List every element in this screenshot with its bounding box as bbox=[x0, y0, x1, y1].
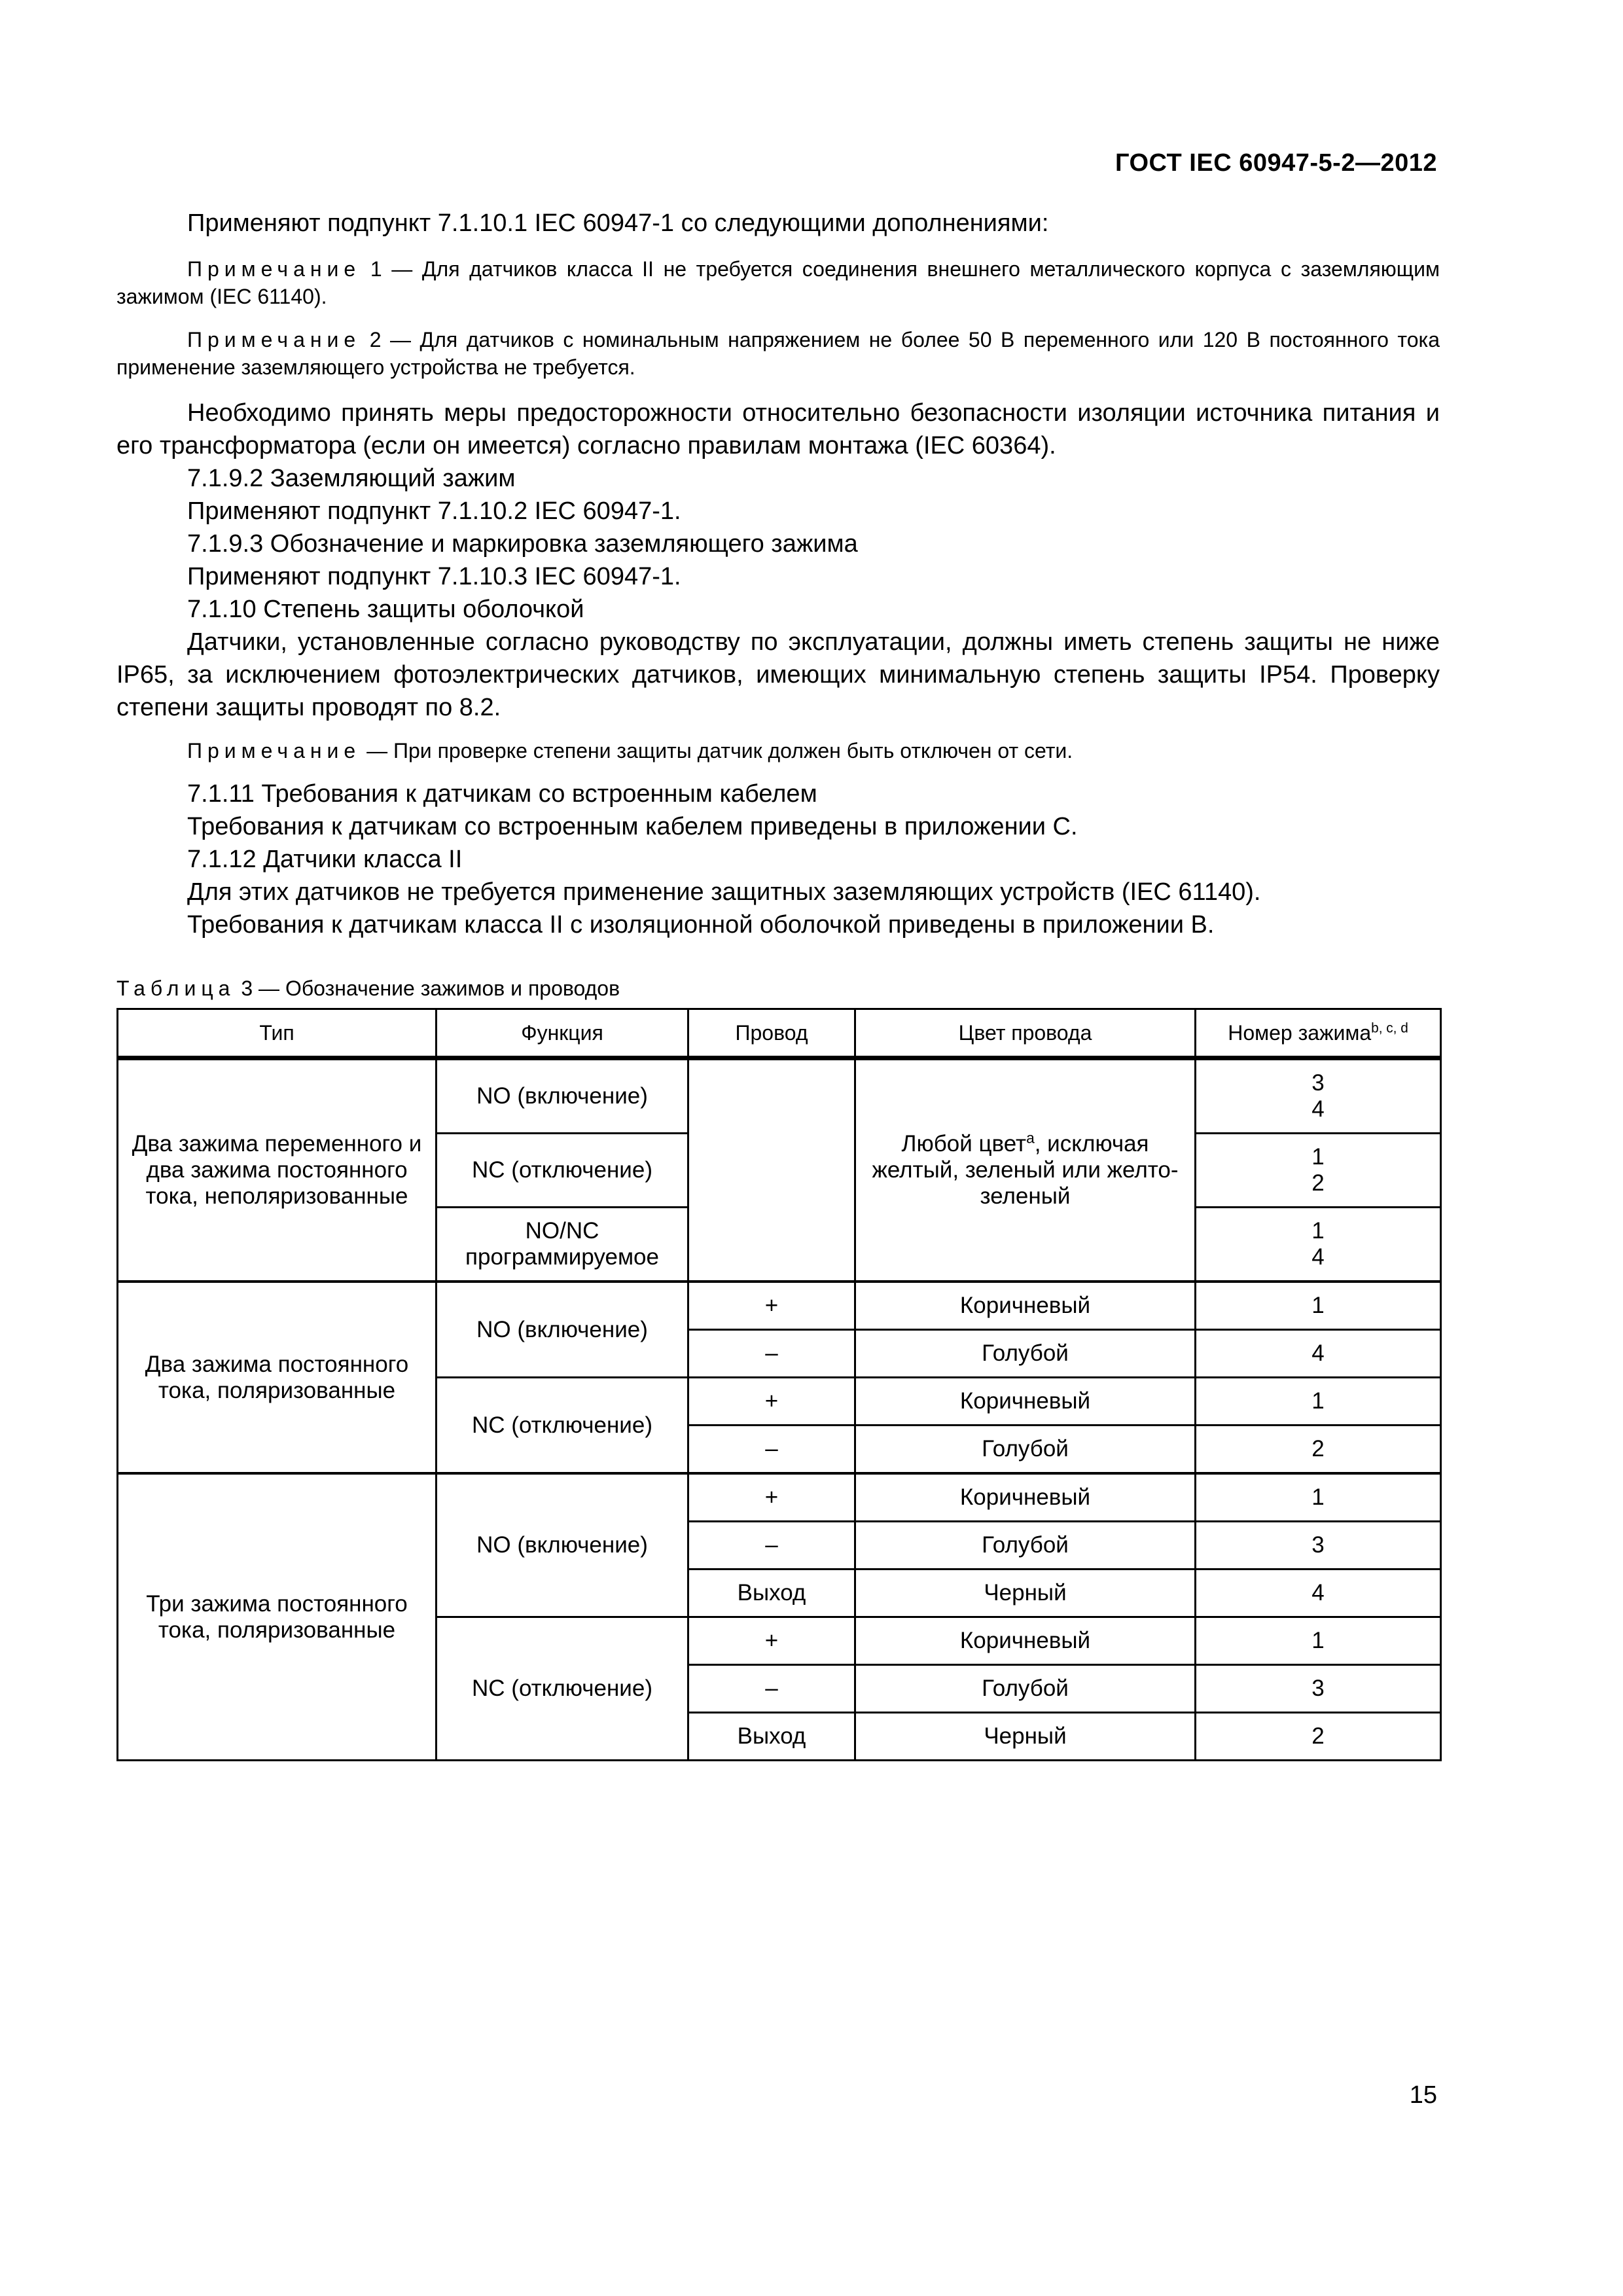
note-label: Примечание bbox=[187, 257, 361, 281]
column-header-wire-color: Цвет провода bbox=[855, 1009, 1196, 1058]
cell-wire: + bbox=[688, 1617, 855, 1665]
footnote-ref: a bbox=[1026, 1129, 1035, 1147]
section-heading: 7.1.9.3 Обозначение и маркировка заземляющего зажима bbox=[187, 530, 858, 558]
cell-terminal-number: 2 bbox=[1196, 1426, 1441, 1474]
column-header-type: Тип bbox=[118, 1009, 437, 1058]
cell-wire: Выход bbox=[688, 1570, 855, 1617]
cell-wire: – bbox=[688, 1426, 855, 1474]
section-heading: 7.1.10 Степень защиты оболочкой bbox=[187, 596, 584, 623]
note-label: Примечание bbox=[187, 739, 361, 762]
cell-wire: + bbox=[688, 1378, 855, 1426]
cell-function: NC (отключение) bbox=[437, 1617, 688, 1761]
cell-terminal-number: 1 bbox=[1196, 1473, 1441, 1522]
cell-function: NO (включение) bbox=[437, 1282, 688, 1378]
cell-terminal-number: 4 bbox=[1196, 1570, 1441, 1617]
cell-function: NO (включение) bbox=[437, 1058, 688, 1134]
note-text: — При проверке степени защиты датчик должен быть отключен от сети. bbox=[361, 739, 1073, 762]
table-header-row bbox=[118, 1009, 1441, 1058]
note-label: Примечание bbox=[187, 328, 361, 351]
cell-type: Два зажима переменного и два зажима постоянного тока, неполяризованные bbox=[118, 1058, 437, 1282]
cell-terminal-number: 1 bbox=[1196, 1282, 1441, 1330]
paragraph: Применяют подпункт 7.1.10.1 IEC 60947-1 со следующими дополнениями: bbox=[187, 209, 1049, 237]
table-caption-text: 3 — Обозначение зажимов и проводов bbox=[235, 977, 620, 1000]
cell-terminal-number: 1 2 bbox=[1196, 1134, 1441, 1208]
cell-wire-color: Голубой bbox=[855, 1522, 1196, 1570]
header-text: Номер зажима bbox=[1228, 1021, 1372, 1045]
paragraph: Требования к датчикам класса II с изоляционной оболочкой приведены в приложении В. bbox=[187, 911, 1215, 939]
cell-wire: + bbox=[688, 1473, 855, 1522]
cell-wire: – bbox=[688, 1665, 855, 1713]
cell-terminal-number: 2 bbox=[1196, 1713, 1441, 1761]
cell-wire-color: Голубой bbox=[855, 1665, 1196, 1713]
cell-wire-color: Коричневый bbox=[855, 1282, 1196, 1330]
table-row bbox=[118, 1058, 1441, 1134]
cell-wire: + bbox=[688, 1282, 855, 1330]
section-heading: 7.1.11 Требования к датчикам со встроенным кабелем bbox=[187, 780, 817, 808]
cell-wire-color: Коричневый bbox=[855, 1378, 1196, 1426]
cell-text: , исключая желтый, зеленый или желто-зеленый bbox=[872, 1131, 1179, 1209]
cell-wire-color: Голубой bbox=[855, 1426, 1196, 1474]
column-header-terminal-number bbox=[1196, 1009, 1441, 1058]
note-2 bbox=[116, 326, 1440, 381]
table-caption bbox=[116, 975, 1440, 1001]
cell-terminal-number: 3 4 bbox=[1196, 1058, 1441, 1134]
cell-type: Два зажима постоянного тока, поляризованные bbox=[118, 1282, 437, 1473]
cell-terminal-number: 3 bbox=[1196, 1522, 1441, 1570]
cell-function: NC (отключение) bbox=[437, 1378, 688, 1474]
section-heading: 7.1.9.2 Заземляющий зажим bbox=[187, 465, 516, 492]
cell-function: NO (включение) bbox=[437, 1473, 688, 1617]
cell-wire-color: Голубой bbox=[855, 1330, 1196, 1378]
note-text: 2 — Для датчиков с номинальным напряжением не более 50 В переменного или 120 В постоянного тока применение заземляющего устройства не требуется. bbox=[116, 328, 1440, 379]
page-number: 15 bbox=[1409, 2081, 1437, 2109]
document-code: ГОСТ IEC 60947-5-2—2012 bbox=[1115, 149, 1437, 177]
cell-wire-color: Черный bbox=[855, 1713, 1196, 1761]
cell-wire-color: Коричневый bbox=[855, 1473, 1196, 1522]
page-content bbox=[116, 207, 1440, 1761]
paragraph: Необходимо принять меры предосторожности относительно безопасности изоляции источника питания и его трансформатора (если он имеется) согласно правилам монтажа (IEC 60364). bbox=[116, 399, 1440, 459]
paragraph: Датчики, установленные согласно руководству по эксплуатации, должны иметь степень защиты не ниже IP65, за исключением фотоэлектрических датчиков, имеющих минимальную степень защиты IP54. Проверку степени защиты проводят по 8.2. bbox=[116, 628, 1440, 721]
cell-terminal-number: 4 bbox=[1196, 1330, 1441, 1378]
note-1 bbox=[116, 255, 1440, 310]
cell-function: NC (отключение) bbox=[437, 1134, 688, 1208]
footnote-ref: b, c, d bbox=[1371, 1020, 1408, 1036]
paragraph: Применяют подпункт 7.1.10.3 IEC 60947-1. bbox=[187, 563, 681, 590]
column-header-function: Функция bbox=[437, 1009, 688, 1058]
cell-terminal-number: 3 bbox=[1196, 1665, 1441, 1713]
table-row bbox=[118, 1473, 1441, 1522]
note-3 bbox=[116, 737, 1440, 764]
cell-type: Три зажима постоянного тока, поляризованные bbox=[118, 1473, 437, 1761]
cell-wire: Выход bbox=[688, 1713, 855, 1761]
cell-terminal-number: 1 4 bbox=[1196, 1208, 1441, 1282]
terminals-table bbox=[116, 1008, 1442, 1761]
cell-terminal-number: 1 bbox=[1196, 1617, 1441, 1665]
cell-wire-empty bbox=[688, 1058, 855, 1282]
note-text: 1 — Для датчиков класса II не требуется соединения внешнего металлического корпуса с заземляющим зажимом (IEC 61140). bbox=[116, 257, 1440, 308]
cell-wire-color: Коричневый bbox=[855, 1617, 1196, 1665]
cell-wire: – bbox=[688, 1330, 855, 1378]
paragraph: Требования к датчикам со встроенным кабелем приведены в приложении С. bbox=[187, 813, 1078, 840]
table-caption-label: Таблица bbox=[116, 977, 236, 1000]
paragraph: Применяют подпункт 7.1.10.2 IEC 60947-1. bbox=[187, 497, 681, 525]
cell-wire: – bbox=[688, 1522, 855, 1570]
cell-text: Любой цвет bbox=[901, 1131, 1027, 1157]
section-heading: 7.1.12 Датчики класса II bbox=[187, 846, 463, 873]
table-row bbox=[118, 1282, 1441, 1330]
cell-wire-color bbox=[855, 1058, 1196, 1282]
cell-wire-color: Черный bbox=[855, 1570, 1196, 1617]
paragraph: Для этих датчиков не требуется применение защитных заземляющих устройств (IEC 61140). bbox=[187, 878, 1261, 906]
column-header-wire: Провод bbox=[688, 1009, 855, 1058]
cell-terminal-number: 1 bbox=[1196, 1378, 1441, 1426]
cell-function: NO/NC программируемое bbox=[437, 1208, 688, 1282]
